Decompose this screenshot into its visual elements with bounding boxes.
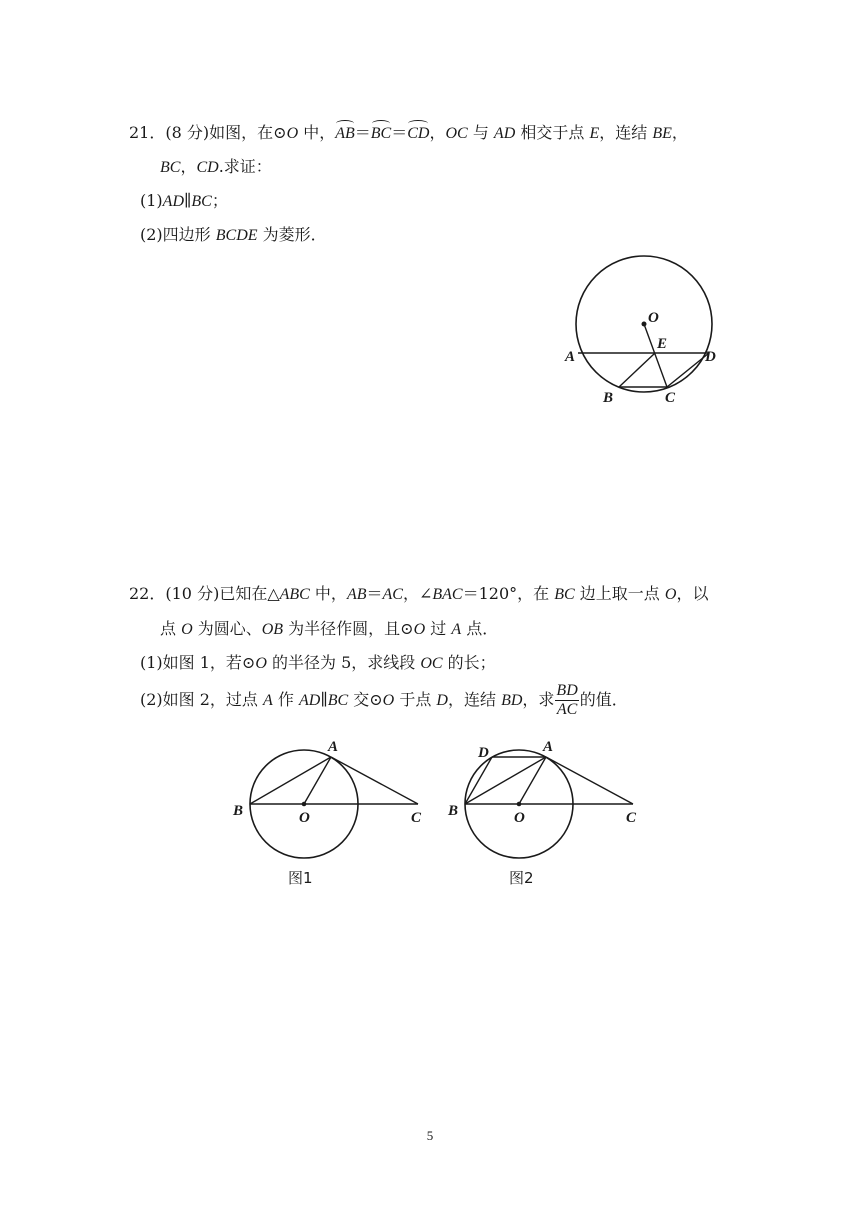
q22-var-o: O xyxy=(413,621,426,638)
q21-part1 xyxy=(140,190,228,213)
q21-var-o: O xyxy=(286,125,299,142)
q21-var-e: E xyxy=(589,125,600,142)
q22-text: ，求 xyxy=(522,690,555,709)
segment-oc xyxy=(644,324,667,387)
center-dot xyxy=(642,322,647,327)
equals-sign: ＝ xyxy=(391,123,408,142)
segment-be xyxy=(619,353,655,387)
q21-text: .求证： xyxy=(218,157,272,176)
fraction-bd-over-ac xyxy=(555,682,578,719)
fig2-label-c: C xyxy=(626,810,637,826)
q22-var-bd: BD xyxy=(501,692,523,709)
q22-part2 xyxy=(140,682,628,719)
q21-var-cd: CD xyxy=(196,159,219,176)
fig1-label-a: A xyxy=(328,739,339,755)
q22-text: 点． xyxy=(461,619,499,638)
q21-line1 xyxy=(129,122,688,145)
fraction-numerator: BD xyxy=(556,682,578,699)
arc-ab: AB xyxy=(335,123,355,145)
q22-number: 22． xyxy=(129,584,166,603)
q22-text: 的值． xyxy=(579,690,628,709)
q22-text: 交⊙ xyxy=(348,690,383,709)
fig2-label-b: B xyxy=(448,803,459,819)
arc-cd: CD xyxy=(407,123,429,145)
label-a: A xyxy=(565,349,576,365)
q22-figure-1 xyxy=(228,730,438,890)
q21-part2-expr: BCDE xyxy=(215,227,258,244)
q21-part1-expr: AD∥BC xyxy=(162,193,212,210)
q22-var-ac: AC xyxy=(382,586,403,603)
equals-sign: ＝ xyxy=(366,584,383,603)
q22-var-o: O xyxy=(181,621,193,638)
fig1-label-o: O xyxy=(299,810,310,826)
q22-var-o: O xyxy=(255,655,267,672)
q22-text: ，∠ xyxy=(402,584,433,603)
q22-text: 的长； xyxy=(442,653,496,672)
q22-var-o: O xyxy=(664,586,677,603)
label-b: B xyxy=(603,390,614,406)
q22-text: 为半径作圆，且⊙ xyxy=(283,619,414,638)
q21-text: 如图，在⊙ xyxy=(209,123,287,142)
q21-line2 xyxy=(160,156,272,179)
q21-text: ，连结 xyxy=(599,123,653,142)
q21-text: 相交于点 xyxy=(515,123,590,142)
q22-var-ob: OB xyxy=(261,621,284,638)
q22-var-a: A xyxy=(451,621,462,638)
q22-text: 作 xyxy=(272,690,299,709)
part-label: (1) xyxy=(140,191,163,210)
q21-text: ， xyxy=(429,123,446,142)
q22-var-a: A xyxy=(263,692,273,709)
q22-var-ad-parallel-bc: AD∥BC xyxy=(299,692,349,709)
q22-var-d: D xyxy=(436,692,448,709)
q22-score: (10 分) xyxy=(165,584,220,603)
q21-var-ad: AD xyxy=(493,125,516,142)
q22-text: 点 xyxy=(160,619,182,638)
fig2-label-d: D xyxy=(478,745,489,761)
fig2-label-o: O xyxy=(514,810,525,826)
q22-line2 xyxy=(160,618,498,641)
q22-var-abc: ABC xyxy=(279,586,310,603)
fig1-label-c: C xyxy=(411,810,422,826)
q22-var-bac: BAC xyxy=(432,586,463,603)
q22-text: (2)如图 2，过点 xyxy=(140,690,264,709)
q21-text: ， xyxy=(671,123,688,142)
q22-text: 边上取一点 xyxy=(574,584,665,603)
label-d: D xyxy=(705,349,716,365)
q22-text: 于点 xyxy=(394,690,437,709)
q21-text: 为菱形． xyxy=(257,225,327,244)
q22-var-ab: AB xyxy=(346,586,367,603)
q21-part2 xyxy=(140,224,327,247)
q21-var-bc: BC xyxy=(160,159,181,176)
q21-text: ， xyxy=(180,157,197,176)
q21-text: ； xyxy=(211,191,228,210)
q22-var-bc: BC xyxy=(554,586,575,603)
q21-figure xyxy=(555,245,755,415)
page-number: 5 xyxy=(426,1128,434,1143)
q22-text: ，以 xyxy=(676,584,709,603)
fig1-label-b: B xyxy=(233,803,244,819)
fig1-segment-ac xyxy=(331,757,418,804)
q21-text: 与 xyxy=(467,123,494,142)
label-e: E xyxy=(657,336,668,352)
fig1-segment-ba xyxy=(250,757,331,804)
q22-text: 已知在△ xyxy=(219,584,280,603)
fig2-segment-ac xyxy=(546,757,633,804)
arc-bc: BC xyxy=(371,123,391,145)
fraction-denominator: AC xyxy=(556,701,578,718)
q22-part1 xyxy=(140,652,496,675)
q21-number: 21． xyxy=(129,123,166,142)
q22-text: 中， xyxy=(309,584,347,603)
fig1-caption: 图1 xyxy=(288,869,313,887)
q22-text: 过 xyxy=(425,619,452,638)
q22-text: 为圆心、 xyxy=(192,619,262,638)
part-label: (2)四边形 xyxy=(140,225,216,244)
label-c: C xyxy=(665,390,676,406)
segment-cd xyxy=(667,353,709,387)
equals-sign: ＝ xyxy=(354,123,371,142)
q22-text: ＝120°，在 xyxy=(462,584,555,603)
fig2-caption: 图2 xyxy=(509,869,534,887)
q21-var-be: BE xyxy=(652,125,672,142)
q22-text: (1)如图 1，若⊙ xyxy=(140,653,256,672)
q22-line1 xyxy=(129,583,708,606)
fig1-center-dot xyxy=(302,802,307,807)
q22-text: ，连结 xyxy=(447,690,502,709)
q21-score: (8 分) xyxy=(165,123,210,142)
fig2-label-a: A xyxy=(543,739,554,755)
fig2-center-dot xyxy=(517,802,522,807)
label-o: O xyxy=(648,310,659,326)
fig2-segment-ba xyxy=(465,757,546,804)
q21-text: 中， xyxy=(298,123,336,142)
q21-var-oc: OC xyxy=(445,125,468,142)
q22-figure-2 xyxy=(443,730,653,890)
q22-var-oc: OC xyxy=(420,655,443,672)
q22-var-o: O xyxy=(382,692,395,709)
q22-text: 的半径为 5，求线段 xyxy=(266,653,421,672)
